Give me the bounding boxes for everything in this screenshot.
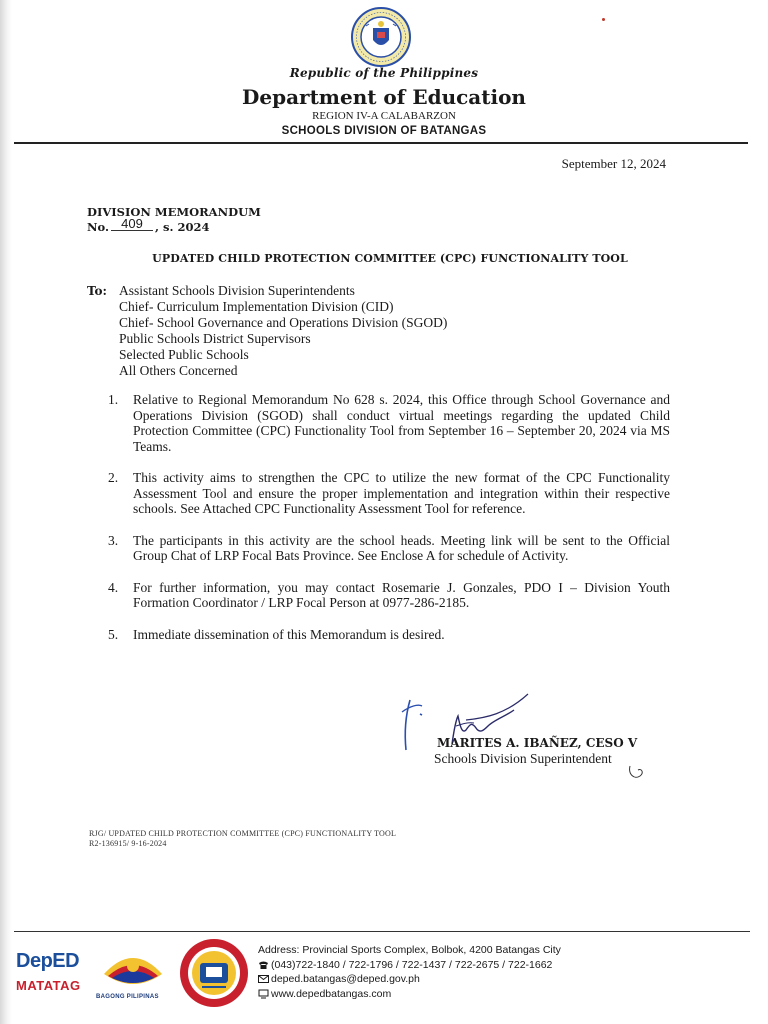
body-paragraph — [108, 392, 670, 454]
deped-logo: DepED — [16, 950, 80, 972]
recipient-item: Chief- School Governance and Operations Division (SGOD) — [119, 315, 448, 330]
memo-type: DIVISION MEMORANDUM — [87, 205, 261, 219]
paragraph-number: 1. — [108, 392, 119, 407]
to-label: To: — [87, 284, 107, 298]
signatory-title: Schools Division Superintendent — [434, 751, 612, 766]
footer-website — [258, 987, 561, 1002]
address-text: Address: Provincial Sports Complex, Bolbok, 4200 Batangas City — [258, 944, 561, 956]
recipients-list — [119, 283, 447, 379]
region-line: REGION IV-A CALABARZON — [312, 110, 456, 122]
reference-line: R2-136915/ 9-16-2024 — [89, 839, 167, 848]
scan-mark — [602, 18, 605, 21]
footer-email — [258, 972, 561, 987]
footer-contact-block — [258, 943, 561, 1001]
recipient-item: Chief- Curriculum Implementation Division (CID) — [119, 299, 394, 314]
recipient-item: All Others Concerned — [119, 363, 238, 378]
paragraph-text: Immediate dissemination of this Memorandum is desired. — [133, 626, 445, 642]
paragraph-number: 3. — [108, 532, 119, 548]
header-divider — [14, 142, 748, 144]
paragraph-text: Relative to Regional Memorandum No 628 s. 2024, this Office through School Governance and Operations Division (SGOD) shall conduct virtual meetings regarding the updated Child Protection Committee (CPC) Functionality Tool from September 16 – September 20, 2024 via MS Teams. — [133, 392, 670, 454]
recipient-item: Assistant Schools Division Superintendents — [119, 283, 355, 298]
recipient-item: Public Schools District Supervisors — [119, 331, 311, 346]
memo-series: , s. 2024 — [154, 220, 210, 234]
division-line: SCHOOLS DIVISION OF BATANGAS — [281, 125, 487, 137]
signatory-name: MARITES A. IBAÑEZ, CESO V — [437, 736, 638, 750]
memo-heading — [87, 205, 261, 235]
computer-icon — [258, 989, 269, 999]
bagong-pilipinas-label: BAGONG PILIPINAS — [96, 994, 159, 1000]
memo-body — [108, 392, 670, 642]
reference-line: RJG/ UPDATED CHILD PROTECTION COMMITTEE (CPC) FUNCTIONALITY TOOL — [89, 829, 397, 838]
paragraph-text: The participants in this activity are the school heads. Meeting link will be sent to the Official Group Chat of LRP Focal Bats Province. See Enclose A for schedule of Activity. — [133, 532, 670, 563]
memo-number-row — [87, 216, 261, 235]
email-text: deped.batangas@deped.gov.ph — [271, 973, 420, 985]
memo-date: September 12, 2024 — [561, 156, 666, 171]
reference-code — [89, 829, 396, 849]
footer-phone — [258, 958, 561, 973]
initial-mark — [626, 760, 650, 782]
memo-subject: UPDATED CHILD PROTECTION COMMITTEE (CPC) FUNCTIONALITY TOOL — [152, 252, 628, 265]
email-icon — [258, 974, 269, 984]
phone-icon — [258, 960, 269, 970]
paragraph-number: 4. — [108, 579, 119, 595]
footer-address — [258, 943, 561, 958]
matatag-logo: MATATAG — [16, 978, 81, 993]
footer-divider — [14, 931, 750, 932]
body-paragraph — [108, 470, 670, 517]
body-paragraph — [108, 533, 670, 564]
website-text: www.depedbatangas.com — [271, 987, 392, 1000]
republic-line: Republic of the Philippines — [289, 66, 479, 80]
paragraph-number: 2. — [108, 470, 119, 485]
paragraph-text: This activity aims to strengthen the CPC to utilize the new format of the CPC Functionality Assessment Tool and ensure the proper implementation and integration within their respective schools. See Attached CPC Functionality Assessment Tool for reference. — [133, 470, 670, 516]
phone-text: (043)722-1840 / 722-1796 / 722-1437 / 722-2675 / 722-1662 — [271, 958, 553, 971]
scan-page-edge — [0, 0, 12, 1024]
department-title: Department of Education — [242, 85, 526, 109]
sdo-batangas-seal-icon — [178, 937, 250, 1009]
recipient-item: Selected Public Schools — [119, 347, 249, 362]
paragraph-number: 5. — [108, 626, 119, 642]
body-paragraph — [108, 627, 670, 643]
paragraph-text: For further information, you may contact Rosemarie J. Gonzales, PDO I – Division Youth Formation Coordinator / LRP Focal Person at 0977-286-2185. — [133, 579, 670, 610]
memo-no-label: No. — [87, 220, 109, 234]
recipients-block — [87, 283, 447, 379]
body-paragraph — [108, 580, 670, 611]
memo-number: 409 — [111, 218, 153, 231]
deped-seal-icon — [346, 6, 416, 68]
